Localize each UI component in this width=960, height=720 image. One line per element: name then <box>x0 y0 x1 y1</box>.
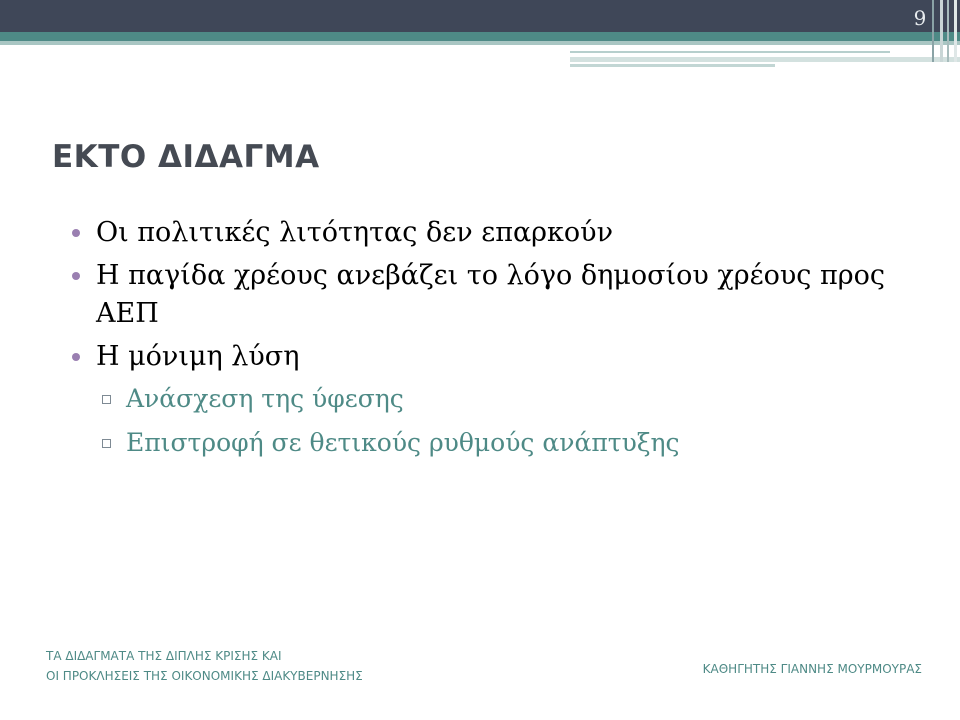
page-number: 9 <box>913 6 927 30</box>
header-band <box>0 0 960 32</box>
footer-author: ΚΑΘΗΓΗΤΗΣ ΓΙΑΝΝΗΣ ΜΟΥΡΜΟΥΡΑΣ <box>702 662 922 676</box>
decorative-vertical-line <box>940 0 943 62</box>
footer-presentation-title <box>46 646 363 686</box>
bullet-item <box>72 214 892 252</box>
footer-line: ΤΑ ΔΙΔΑΓΜΑΤΑ ΤΗΣ ΔΙΠΛΗΣ ΚΡΙΣΗΣ ΚΑΙ <box>46 649 282 663</box>
bullet-dot-icon <box>72 272 80 280</box>
bullet-dot-icon <box>72 229 80 237</box>
sub-bullet-text: Ανάσχεση της ύφεσης <box>126 384 404 413</box>
decorative-vertical-line <box>947 0 949 62</box>
decorative-vertical-line <box>954 0 957 62</box>
sub-bullet-item <box>72 381 892 417</box>
header-accent-stripe-light <box>0 41 960 45</box>
sub-bullet-text: Επιστροφή σε θετικούς ρυθμούς ανάπτυξης <box>126 428 680 457</box>
square-bullet-icon <box>102 439 111 448</box>
decorative-line <box>570 57 960 62</box>
slide-title: ΕΚΤΟ ΔΙΔΑΓΜΑ <box>52 139 320 175</box>
bullet-text: Η παγίδα χρέους ανεβάζει το λόγο δημοσίου χρέους προς ΑΕΠ <box>96 260 885 329</box>
square-bullet-icon <box>102 395 111 404</box>
bullet-text: Οι πολιτικές λιτότητας δεν επαρκούν <box>96 217 614 248</box>
bullet-item <box>72 257 892 333</box>
bullet-item <box>72 338 892 376</box>
header-accent-stripe <box>0 32 960 41</box>
bullet-list <box>72 214 892 469</box>
footer-line: ΟΙ ΠΡΟΚΛΗΣΕΙΣ ΤΗΣ ΟΙΚΟΝΟΜΙΚΗΣ ΔΙΑΚΥΒΕΡΝΗΣΗΣ <box>46 669 363 683</box>
sub-bullet-item <box>72 425 892 461</box>
bullet-text: Η μόνιμη λύση <box>96 341 300 372</box>
bullet-dot-icon <box>72 353 80 361</box>
decorative-line <box>570 51 890 53</box>
decorative-line <box>570 64 775 67</box>
